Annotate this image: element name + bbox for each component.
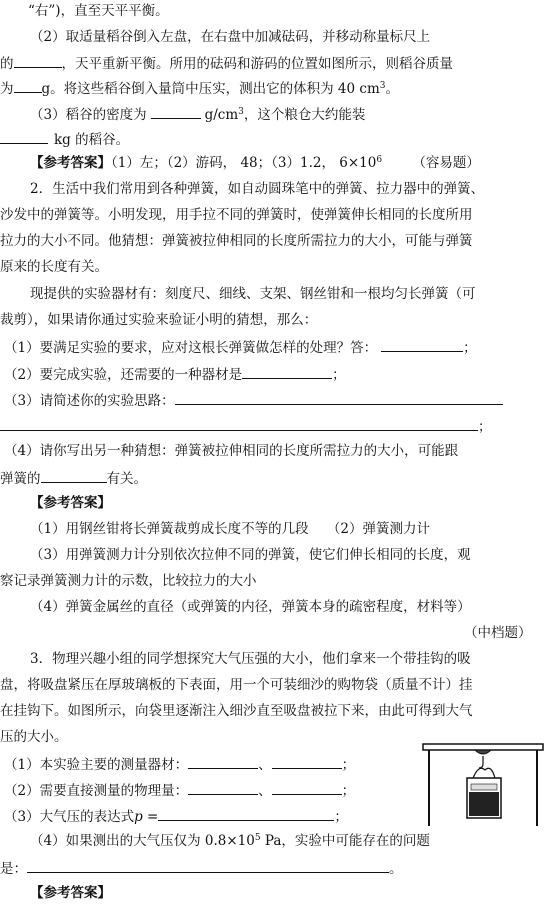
answer-blank[interactable]: [0, 129, 48, 144]
superscript: 3: [238, 107, 244, 117]
text-line: [0, 416, 492, 436]
answer-text: （2）弹簧测力计: [326, 521, 430, 537]
text: 所用的砝码和游码的位置如图所示，则稻谷质量: [169, 56, 453, 72]
sand: [469, 792, 499, 816]
text: 。: [385, 81, 399, 97]
answer-line: 察记录弹簧测力计的示数，比较拉力的大小: [0, 573, 257, 589]
text-line: “右”)，直至天平平衡。: [28, 3, 169, 19]
answer-blank[interactable]: [151, 104, 201, 119]
answer-label: 【参考答案】: [30, 495, 111, 511]
text: 有关。: [106, 471, 147, 487]
answer-line: [30, 154, 480, 172]
answer-text: （1）用钢丝钳将长弹簧裁剪成长度不等的几段: [30, 521, 309, 537]
answer-line: [30, 520, 430, 538]
text: ，这个粮仓大约能装: [243, 107, 366, 123]
answer-label: 【参考答案】: [30, 155, 111, 171]
answer-blank[interactable]: [27, 858, 389, 873]
answer-blank[interactable]: [188, 780, 258, 795]
text: （1）本实验主要的测量器材：: [4, 757, 189, 773]
text-line: （2）取适量稻谷倒入左盘，在右盘中加减砝码，并移动称量标尺上: [30, 29, 431, 45]
text-line: [4, 364, 346, 384]
answer-line: （3）用弹簧测力计分别依次拉伸不同的弹簧，使它们伸长相同的长度，观: [30, 547, 471, 563]
text: ；: [341, 783, 356, 799]
text: 弹簧的: [0, 471, 41, 487]
text-line: [30, 104, 365, 124]
answer-blank[interactable]: [0, 416, 478, 431]
text: 是：: [0, 861, 27, 877]
text: ；: [463, 340, 477, 356]
answer-blank[interactable]: [381, 337, 463, 352]
text-line: （4）请你写出另一种猜想：弹簧被拉伸相同的长度所需拉力的大小，可能跟: [4, 443, 459, 459]
text-line: 沙发中的弹簧等。小明发现，用手拉不同的弹簧时，使弹簧伸长相同的长度所用: [0, 207, 473, 223]
bag-label: [471, 784, 497, 790]
text: （1）要满足实验的要求，应对这根长弹簧做怎样的处理？答：: [4, 340, 378, 356]
experiment-figure: [419, 740, 547, 828]
text-line: 现提供的实验器材有：刻度尺、细线、支架、钢丝钳和一根均匀长弹簧（可: [30, 286, 476, 302]
text: kg 的稻谷。: [54, 132, 130, 148]
text-line: [30, 832, 430, 850]
text: （2）要完成实验，还需要的一种器材是: [4, 367, 243, 383]
text: 、: [258, 783, 272, 799]
text: ；: [332, 367, 346, 383]
text-line: [4, 337, 477, 357]
text: ；: [341, 757, 356, 773]
difficulty-tag: （中档题）: [464, 625, 532, 641]
answer-blank[interactable]: [242, 364, 332, 379]
text-line: 压的大小。: [0, 729, 68, 745]
answer-blank[interactable]: [41, 468, 107, 483]
text-line: [0, 129, 129, 149]
text-line: [4, 780, 355, 800]
answer-blank[interactable]: [272, 780, 342, 795]
text: ；: [478, 419, 492, 435]
text-line: 3．物理兴趣小组的同学想探究大气压强的大小，他们拿来一个带挂钩的吸: [30, 651, 471, 667]
text: （2）需要直接测量的物理量：: [4, 783, 189, 799]
answer-blank[interactable]: [14, 53, 62, 68]
text: （4）如果测出的大气压仅为 0.8×10: [30, 833, 255, 849]
text-line: 盘，将吸盘紧压在厚玻璃板的下表面，用一个可装细沙的购物袋（质量不计）挂: [0, 677, 473, 693]
text-line: [0, 78, 399, 98]
text: （3）大气压的表达式: [4, 809, 135, 825]
text-line: 在挂钩下。如图所示，向袋里逐渐注入细沙直至吸盘被拉下来，由此可得到大气: [0, 703, 473, 719]
text-line: [0, 53, 453, 73]
superscript: 6: [376, 155, 383, 165]
glass-plate: [423, 744, 543, 750]
answer-blank[interactable]: [188, 754, 258, 769]
text-line: 拉力的大小不同。他猜想：弹簧被拉伸相同的长度所需拉力的大小，可能与弹簧: [0, 233, 473, 249]
text: 。: [389, 861, 403, 877]
text-line: [0, 468, 147, 488]
text: ；: [334, 809, 348, 825]
text-line: [4, 754, 355, 774]
formula-symbol: p =: [134, 809, 159, 825]
answer-line: （4）弹簧金属丝的直径（或弹簧的内径，弹簧本身的疏密程度，材料等）: [30, 599, 471, 615]
text: 为: [0, 81, 14, 97]
superscript: 5: [254, 833, 261, 843]
answer-blank[interactable]: [14, 78, 42, 93]
text-line: [4, 390, 503, 410]
superscript: 3: [379, 81, 386, 91]
text-line: 裁剪），如果请你通过实验来验证小明的猜想，那么：: [0, 312, 318, 328]
answer-blank[interactable]: [272, 754, 342, 769]
text-line: 2．生活中我们常用到各种弹簧，如自动圆珠笔中的弹簧、拉力器中的弹簧、: [30, 181, 485, 197]
text: g/cm: [204, 107, 239, 123]
text: Pa，实验中可能存在的问题: [260, 833, 430, 849]
answer-blank[interactable]: [158, 806, 334, 821]
text-line: [4, 806, 348, 826]
answer-text: （1）左；（2）游码， 48；（3）1.2， 6×10: [111, 155, 377, 171]
text-line: 原来的长度有关。: [0, 259, 108, 275]
text: （3）稻谷的密度为: [30, 107, 147, 123]
text: ，天平重新平衡。: [61, 56, 170, 72]
text-line: [0, 858, 403, 878]
text: g。将这些稻谷倒入量筒中压实，测出它的体积为 40 cm: [41, 81, 380, 97]
text: 、: [258, 757, 272, 773]
answer-label: 【参考答案】: [30, 885, 111, 901]
difficulty-tag: （容易题）: [412, 155, 480, 171]
text: 的: [0, 56, 14, 72]
text: （3）请简述你的实验思路：: [4, 393, 175, 409]
answer-blank[interactable]: [175, 390, 503, 405]
